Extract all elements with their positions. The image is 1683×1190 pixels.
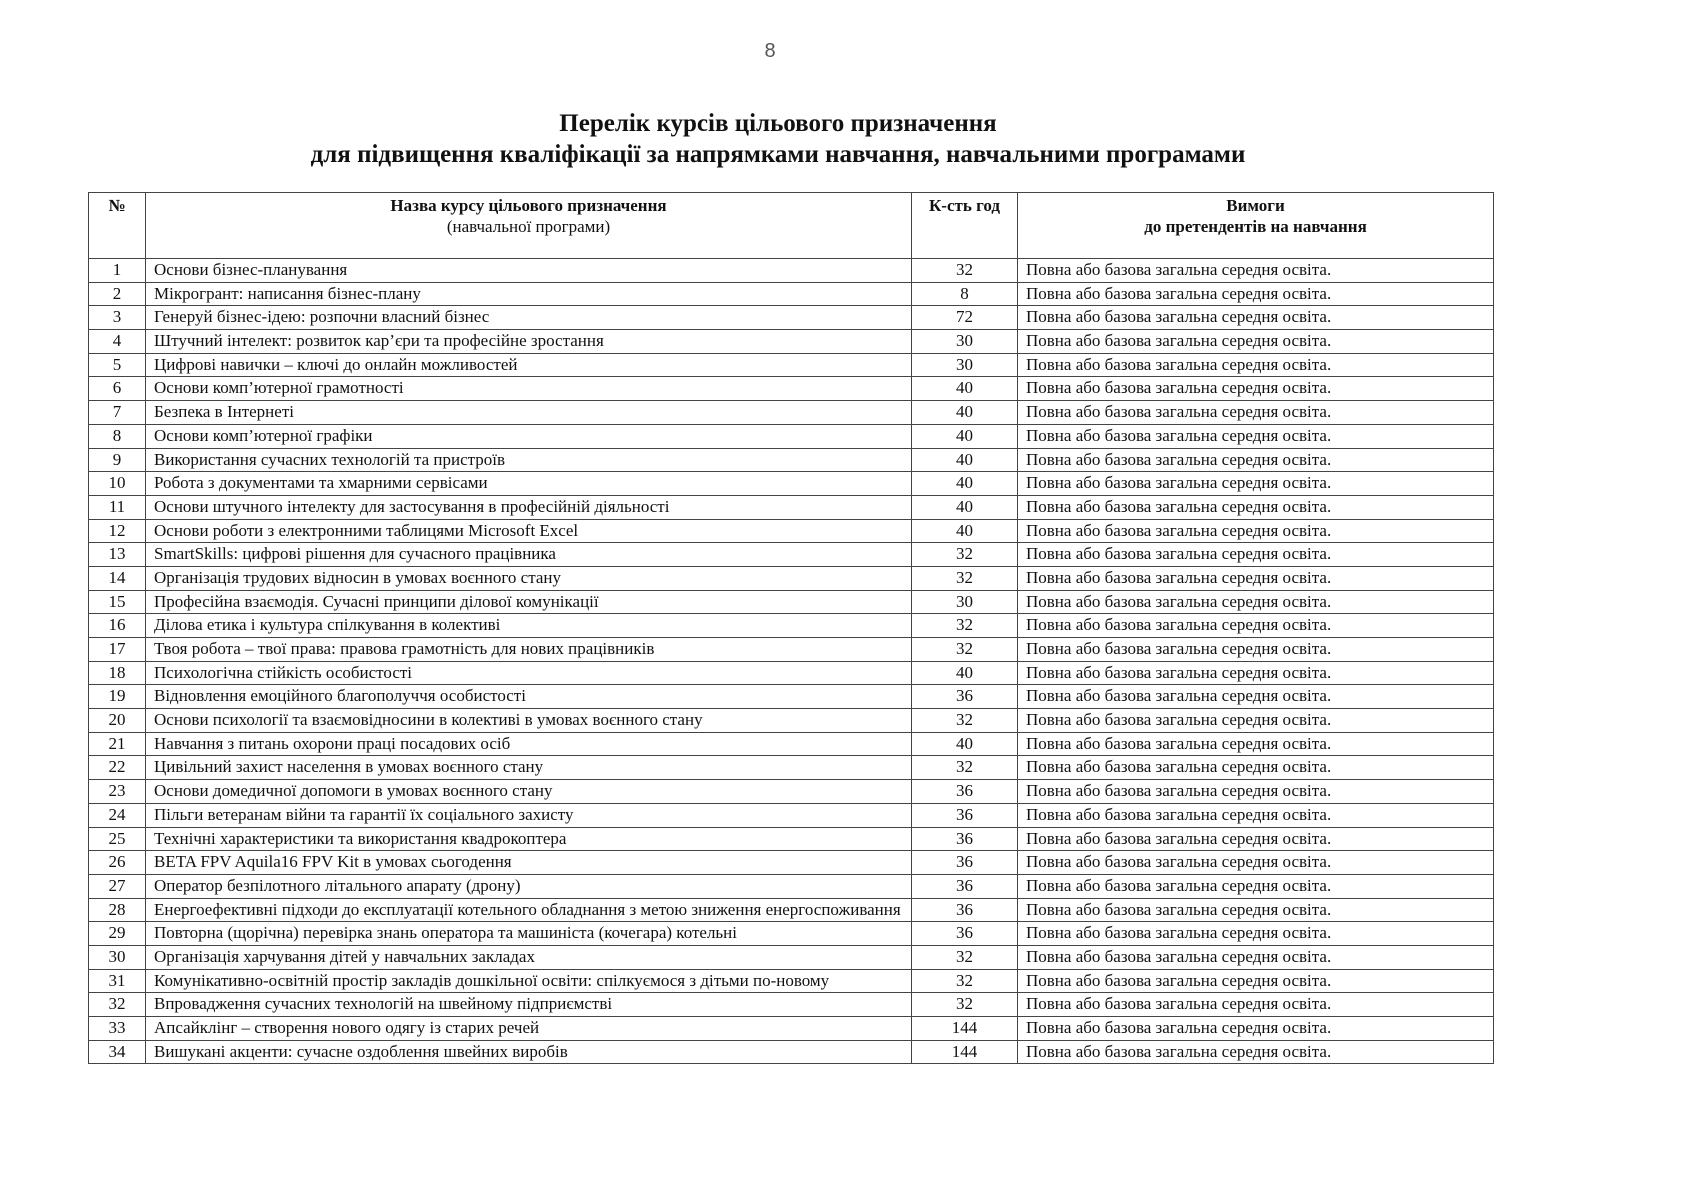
cell-hours: 36 (912, 898, 1018, 922)
cell-requirements: Повна або базова загальна середня освіта. (1018, 969, 1494, 993)
table-row (89, 566, 1494, 590)
cell-requirements: Повна або базова загальна середня освіта. (1018, 993, 1494, 1017)
header-requirements-sub: до претендентів на навчання (1144, 217, 1367, 236)
cell-number: 22 (89, 756, 146, 780)
cell-course-name: Основи штучного інтелекту для застосування в професійній діяльності (146, 495, 912, 519)
cell-number: 2 (89, 282, 146, 306)
cell-course-name: Цивільний захист населення в умовах воєнного стану (146, 756, 912, 780)
title-line-1: Перелік курсів цільового призначення (559, 110, 997, 137)
cell-number: 28 (89, 898, 146, 922)
cell-requirements: Повна або базова загальна середня освіта. (1018, 827, 1494, 851)
cell-requirements: Повна або базова загальна середня освіта. (1018, 495, 1494, 519)
cell-course-name: Штучний інтелект: розвиток кар’єри та професійне зростання (146, 330, 912, 354)
cell-course-name: SmartSkills: цифрові рішення для сучасного працівника (146, 543, 912, 567)
cell-requirements: Повна або базова загальна середня освіта. (1018, 898, 1494, 922)
cell-course-name: Впровадження сучасних технологій на швейному підприємстві (146, 993, 912, 1017)
cell-requirements: Повна або базова загальна середня освіта. (1018, 922, 1494, 946)
title-line-2: для підвищення кваліфікації за напрямками навчання, навчальними програмами (310, 141, 1246, 168)
table-row (89, 851, 1494, 875)
cell-requirements: Повна або базова загальна середня освіта. (1018, 448, 1494, 472)
cell-hours: 36 (912, 780, 1018, 804)
table-row (89, 969, 1494, 993)
cell-requirements: Повна або базова загальна середня освіта. (1018, 566, 1494, 590)
table-row (89, 709, 1494, 733)
table-row (89, 353, 1494, 377)
cell-course-name: Психологічна стійкість особистості (146, 661, 912, 685)
table-row (89, 732, 1494, 756)
cell-number: 24 (89, 803, 146, 827)
cell-hours: 40 (912, 495, 1018, 519)
cell-hours: 36 (912, 874, 1018, 898)
cell-number: 27 (89, 874, 146, 898)
cell-hours: 40 (912, 661, 1018, 685)
cell-number: 12 (89, 519, 146, 543)
cell-number: 13 (89, 543, 146, 567)
cell-requirements: Повна або базова загальна середня освіта. (1018, 330, 1494, 354)
cell-hours: 32 (912, 993, 1018, 1017)
table-row (89, 780, 1494, 804)
header-number: № (89, 193, 146, 259)
cell-requirements: Повна або базова загальна середня освіта. (1018, 377, 1494, 401)
cell-hours: 72 (912, 306, 1018, 330)
cell-number: 25 (89, 827, 146, 851)
cell-number: 31 (89, 969, 146, 993)
cell-course-name: Вишукані акценти: сучасне оздоблення швейних виробів (146, 1040, 912, 1064)
cell-course-name: Комунікативно-освітній простір закладів дошкільної освіти: спілкуємося з дітьми по-новому (146, 969, 912, 993)
cell-requirements: Повна або базова загальна середня освіта. (1018, 780, 1494, 804)
cell-hours: 32 (912, 638, 1018, 662)
table-row (89, 661, 1494, 685)
cell-course-name: Основи бізнес-планування (146, 259, 912, 283)
cell-number: 23 (89, 780, 146, 804)
cell-requirements: Повна або базова загальна середня освіта. (1018, 945, 1494, 969)
cell-hours: 36 (912, 803, 1018, 827)
cell-number: 14 (89, 566, 146, 590)
cell-hours: 36 (912, 922, 1018, 946)
cell-requirements: Повна або базова загальна середня освіта. (1018, 638, 1494, 662)
cell-course-name: Генеруй бізнес-ідею: розпочни власний бізнес (146, 306, 912, 330)
cell-hours: 36 (912, 851, 1018, 875)
cell-course-name: Відновлення емоційного благополуччя особистості (146, 685, 912, 709)
table-row (89, 519, 1494, 543)
cell-course-name: Безпека в Інтернеті (146, 401, 912, 425)
cell-requirements: Повна або базова загальна середня освіта. (1018, 519, 1494, 543)
cell-requirements: Повна або базова загальна середня освіта. (1018, 1017, 1494, 1041)
table-row (89, 685, 1494, 709)
cell-number: 9 (89, 448, 146, 472)
cell-course-name: Професійна взаємодія. Сучасні принципи ділової комунікації (146, 590, 912, 614)
cell-requirements: Повна або базова загальна середня освіта. (1018, 709, 1494, 733)
cell-number: 1 (89, 259, 146, 283)
cell-requirements: Повна або базова загальна середня освіта. (1018, 614, 1494, 638)
cell-requirements: Повна або базова загальна середня освіта. (1018, 401, 1494, 425)
table-row (89, 401, 1494, 425)
cell-course-name: Оператор безпілотного літального апарату (дрону) (146, 874, 912, 898)
header-hours: К-сть год (912, 193, 1018, 259)
cell-number: 10 (89, 472, 146, 496)
cell-hours: 144 (912, 1017, 1018, 1041)
cell-number: 8 (89, 424, 146, 448)
cell-hours: 40 (912, 472, 1018, 496)
table-header-row (89, 193, 1494, 259)
cell-hours: 144 (912, 1040, 1018, 1064)
cell-course-name: Пільги ветеранам війни та гарантії їх соціального захисту (146, 803, 912, 827)
cell-requirements: Повна або базова загальна середня освіта. (1018, 1040, 1494, 1064)
cell-number: 15 (89, 590, 146, 614)
header-course-name-sub: (навчальної програми) (446, 217, 611, 236)
table-row (89, 330, 1494, 354)
cell-course-name: Основи комп’ютерної графіки (146, 424, 912, 448)
cell-number: 30 (89, 945, 146, 969)
cell-hours: 32 (912, 969, 1018, 993)
table-row (89, 827, 1494, 851)
cell-course-name: Ділова етика і культура спілкування в колективі (146, 614, 912, 638)
cell-hours: 40 (912, 519, 1018, 543)
document-title (0, 108, 1556, 170)
cell-hours: 32 (912, 945, 1018, 969)
table-row (89, 472, 1494, 496)
table-row (89, 306, 1494, 330)
cell-requirements: Повна або базова загальна середня освіта. (1018, 259, 1494, 283)
cell-number: 7 (89, 401, 146, 425)
cell-requirements: Повна або базова загальна середня освіта. (1018, 732, 1494, 756)
cell-requirements: Повна або базова загальна середня освіта. (1018, 472, 1494, 496)
cell-hours: 8 (912, 282, 1018, 306)
cell-requirements: Повна або базова загальна середня освіта. (1018, 661, 1494, 685)
cell-number: 32 (89, 993, 146, 1017)
cell-hours: 32 (912, 566, 1018, 590)
cell-requirements: Повна або базова загальна середня освіта. (1018, 306, 1494, 330)
cell-hours: 40 (912, 424, 1018, 448)
table-row (89, 495, 1494, 519)
cell-course-name: Апсайклінг – створення нового одягу із старих речей (146, 1017, 912, 1041)
courses-table (88, 192, 1494, 1064)
table-row (89, 898, 1494, 922)
cell-course-name: Повторна (щорічна) перевірка знань оператора та машиніста (кочегара) котельні (146, 922, 912, 946)
table-row (89, 424, 1494, 448)
cell-number: 33 (89, 1017, 146, 1041)
cell-requirements: Повна або базова загальна середня освіта. (1018, 756, 1494, 780)
table-row (89, 945, 1494, 969)
cell-requirements: Повна або базова загальна середня освіта. (1018, 590, 1494, 614)
cell-number: 20 (89, 709, 146, 733)
header-requirements-label: Вимоги (1226, 196, 1285, 215)
table-row (89, 614, 1494, 638)
cell-course-name: Навчання з питань охорони праці посадових осіб (146, 732, 912, 756)
table-row (89, 803, 1494, 827)
cell-requirements: Повна або базова загальна середня освіта. (1018, 424, 1494, 448)
cell-number: 16 (89, 614, 146, 638)
cell-hours: 40 (912, 448, 1018, 472)
cell-course-name: Цифрові навички – ключі до онлайн можливостей (146, 353, 912, 377)
cell-course-name: Енергоефективні підходи до експлуатації котельного обладнання з метою зниження енергоспоживання (146, 898, 912, 922)
table-row (89, 259, 1494, 283)
cell-hours: 36 (912, 827, 1018, 851)
table-row (89, 993, 1494, 1017)
cell-number: 17 (89, 638, 146, 662)
cell-course-name: BETA FPV Aquila16 FPV Kit в умовах сьогодення (146, 851, 912, 875)
cell-requirements: Повна або базова загальна середня освіта. (1018, 353, 1494, 377)
cell-course-name: Основи домедичної допомоги в умовах воєнного стану (146, 780, 912, 804)
cell-requirements: Повна або базова загальна середня освіта. (1018, 282, 1494, 306)
table-row (89, 448, 1494, 472)
cell-hours: 40 (912, 377, 1018, 401)
cell-course-name: Технічні характеристики та використання квадрокоптера (146, 827, 912, 851)
cell-number: 21 (89, 732, 146, 756)
cell-hours: 32 (912, 543, 1018, 567)
cell-requirements: Повна або базова загальна середня освіта. (1018, 803, 1494, 827)
cell-number: 6 (89, 377, 146, 401)
cell-course-name: Організація харчування дітей у навчальних закладах (146, 945, 912, 969)
cell-number: 26 (89, 851, 146, 875)
table-row (89, 1040, 1494, 1064)
cell-course-name: Основи роботи з електронними таблицями Microsoft Excel (146, 519, 912, 543)
cell-requirements: Повна або базова загальна середня освіта. (1018, 543, 1494, 567)
cell-requirements: Повна або базова загальна середня освіта. (1018, 685, 1494, 709)
cell-hours: 32 (912, 756, 1018, 780)
cell-course-name: Основи психології та взаємовідносини в колективі в умовах воєнного стану (146, 709, 912, 733)
table-row (89, 590, 1494, 614)
cell-course-name: Мікрогрант: написання бізнес-плану (146, 282, 912, 306)
cell-requirements: Повна або базова загальна середня освіта. (1018, 851, 1494, 875)
cell-hours: 36 (912, 685, 1018, 709)
cell-course-name: Використання сучасних технологій та пристроїв (146, 448, 912, 472)
cell-course-name: Організація трудових відносин в умовах воєнного стану (146, 566, 912, 590)
table-row (89, 922, 1494, 946)
page-number: 8 (764, 40, 776, 62)
cell-hours: 32 (912, 259, 1018, 283)
cell-hours: 30 (912, 590, 1018, 614)
cell-hours: 40 (912, 401, 1018, 425)
table-row (89, 638, 1494, 662)
cell-number: 18 (89, 661, 146, 685)
cell-hours: 32 (912, 709, 1018, 733)
cell-number: 4 (89, 330, 146, 354)
cell-course-name: Основи комп’ютерної грамотності (146, 377, 912, 401)
cell-number: 3 (89, 306, 146, 330)
header-course-name-label: Назва курсу цільового призначення (390, 196, 667, 215)
cell-hours: 40 (912, 732, 1018, 756)
table-row (89, 282, 1494, 306)
cell-number: 11 (89, 495, 146, 519)
table-row (89, 756, 1494, 780)
cell-number: 5 (89, 353, 146, 377)
header-requirements (1018, 193, 1494, 259)
table-row (89, 1017, 1494, 1041)
cell-number: 34 (89, 1040, 146, 1064)
table-row (89, 377, 1494, 401)
table-row (89, 874, 1494, 898)
cell-requirements: Повна або базова загальна середня освіта. (1018, 874, 1494, 898)
cell-hours: 30 (912, 330, 1018, 354)
cell-course-name: Твоя робота – твої права: правова грамотність для нових працівників (146, 638, 912, 662)
table-row (89, 543, 1494, 567)
header-course-name (146, 193, 912, 259)
cell-number: 19 (89, 685, 146, 709)
cell-hours: 30 (912, 353, 1018, 377)
cell-course-name: Робота з документами та хмарними сервісами (146, 472, 912, 496)
cell-number: 29 (89, 922, 146, 946)
cell-hours: 32 (912, 614, 1018, 638)
